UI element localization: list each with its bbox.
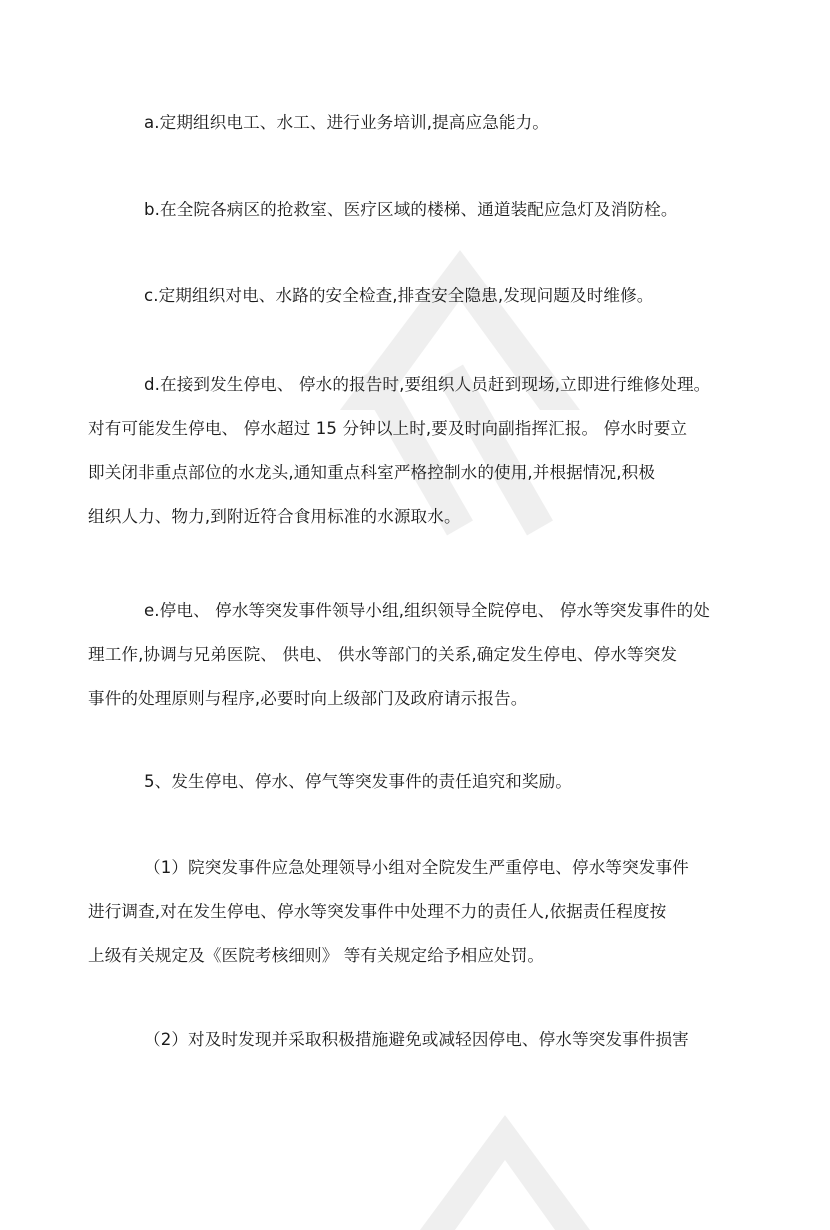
text-line: 即关闭非重点部位的水龙头,通知重点科室严格控制水的使用,并根据情况,积极 [88,463,656,482]
paragraph-a [88,101,800,145]
text-line: b.在全院各病区的抢救室、医疗区域的楼梯、通道装配应急灯及消防栓。 [144,200,678,219]
paragraph-c [88,274,800,318]
item-2 [88,1018,800,1062]
text-line: 理工作,协调与兄弟医院、 供电、 供水等部门的关系,确定发生停电、停水等突发 [88,645,678,664]
paragraph-e [88,589,744,721]
text-line: （1）院突发事件应急处理领导小组对全院发生严重停电、停水等突发事件 [144,858,689,877]
watermark-logo [420,1110,590,1230]
paragraph-b [88,188,800,232]
section-5-heading [88,760,800,804]
item-1 [88,846,744,978]
text-line: 进行调查,对在发生停电、停水等突发事件中处理不力的责任人,依据责任程度按 [88,902,667,921]
text-line: 组织人力、物力,到附近符合食用标准的水源取水。 [88,507,461,526]
text-line: 5、发生停电、停水、停气等突发事件的责任追究和奖励。 [144,772,572,791]
text-line: a.定期组织电工、水工、进行业务培训,提高应急能力。 [144,113,549,132]
text-line: （2）对及时发现并采取积极措施避免或减轻因停电、停水等突发事件损害 [144,1030,689,1049]
text-line: 上级有关规定及《医院考核细则》 等有关规定给予相应处罚。 [88,946,545,965]
text-line: e.停电、 停水等突发事件领导小组,组织领导全院停电、 停水等突发事件的处 [144,601,711,620]
text-line: c.定期组织对电、水路的安全检查,排查安全隐患,发现问题及时维修。 [144,286,654,305]
text-line: 事件的处理原则与程序,必要时向上级部门及政府请示报告。 [88,689,528,708]
text-line: d.在接到发生停电、 停水的报告时,要组织人员赶到现场,立即进行维修处理。 [144,375,711,394]
text-line: 对有可能发生停电、 停水超过 15 分钟以上时,要及时向副指挥汇报。 停水时要立 [88,419,688,438]
paragraph-d [88,363,744,539]
